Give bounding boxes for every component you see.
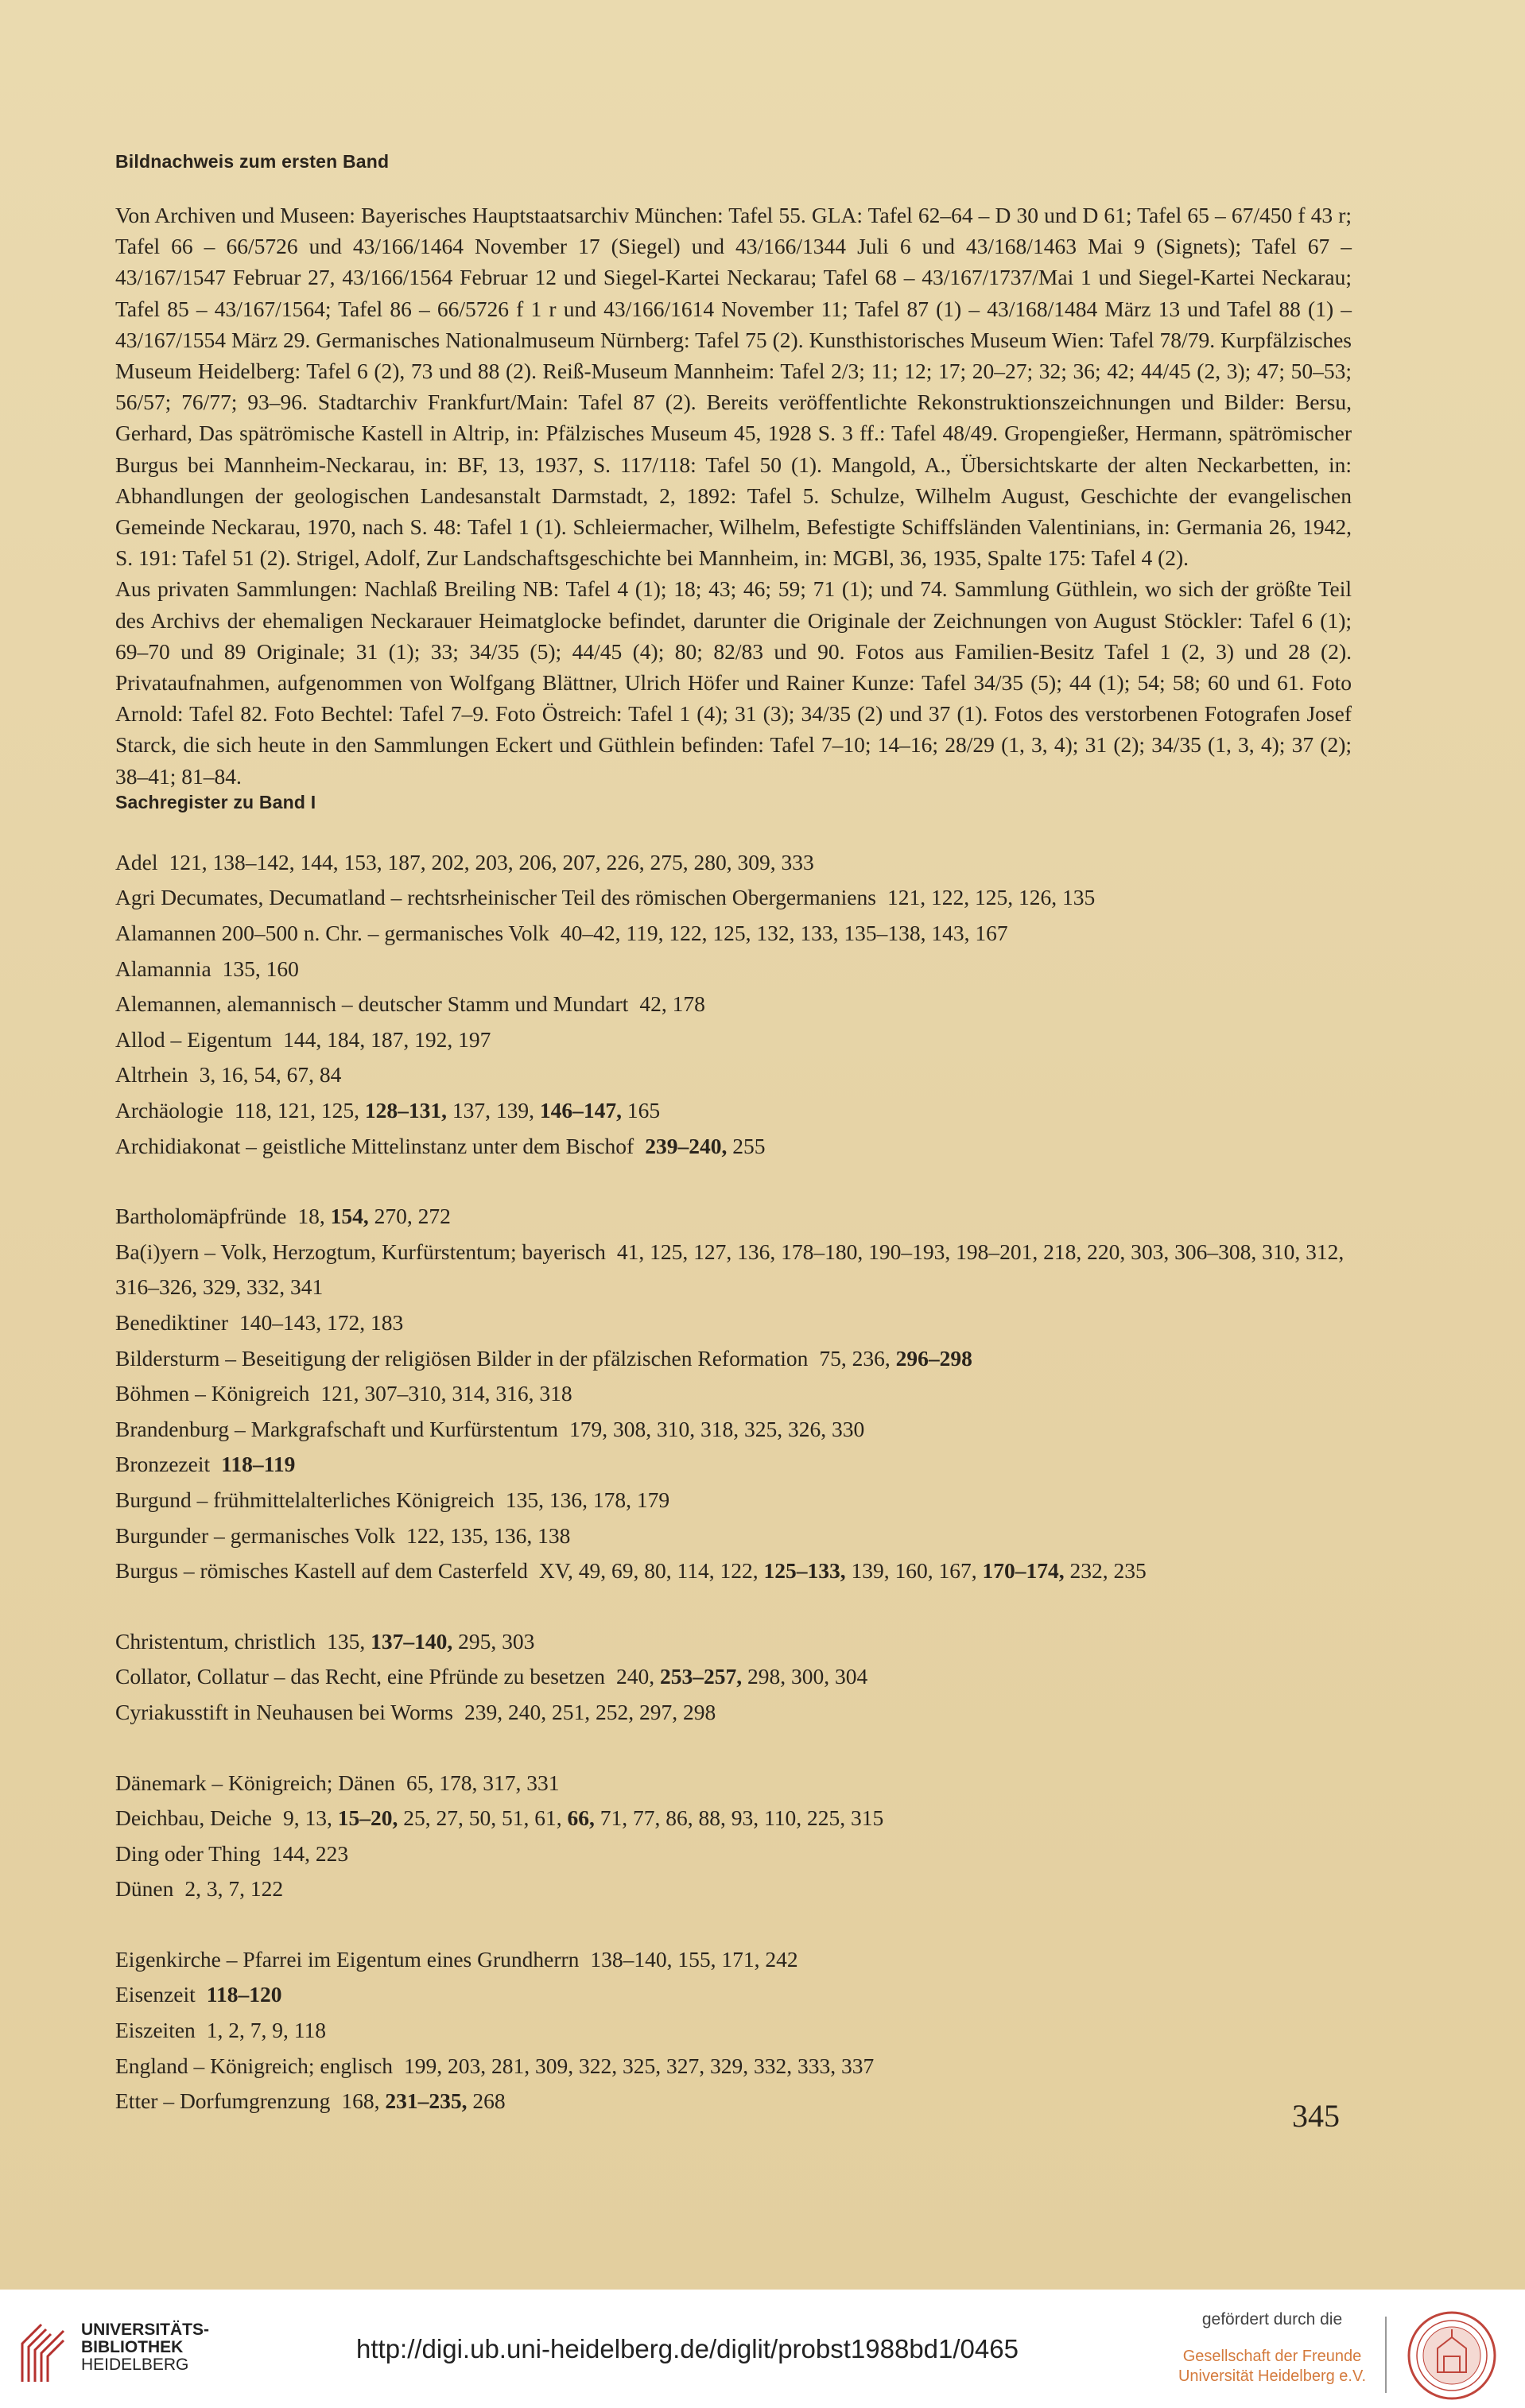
- register-entry: [115, 1553, 1352, 1589]
- register-term: Burgund – frühmittelalterliches Königreich: [115, 1487, 495, 1512]
- register-entry: [115, 916, 1352, 952]
- register-term: Bronzezeit: [115, 1452, 211, 1477]
- page-ref: 18,: [297, 1204, 331, 1229]
- register-page-refs: [569, 1417, 864, 1441]
- page-ref: 65, 178, 317, 331: [406, 1770, 560, 1795]
- register-term: Cyriakusstift in Neuhausen bei Worms: [115, 1699, 454, 1724]
- sponsor-block[interactable]: [1161, 2310, 1383, 2387]
- register-entry: [115, 1801, 1352, 1836]
- register-term: Christentum, christlich: [115, 1628, 316, 1654]
- library-name-line: UNIVERSITÄTS-: [81, 2321, 210, 2339]
- register-term: Böhmen – Königreich: [115, 1381, 310, 1406]
- register-term: Adel: [115, 849, 158, 874]
- register-page-refs: [283, 1805, 883, 1830]
- page-ref: 135,: [327, 1628, 371, 1654]
- register-entry: [115, 1412, 1352, 1448]
- register-term: Eiszeiten: [115, 2018, 196, 2043]
- register-entry: [115, 1483, 1352, 1518]
- page-ref: 139, 160, 167,: [845, 1558, 983, 1584]
- register-term: Archäologie: [115, 1098, 223, 1123]
- register-term: Brandenburg – Markgrafschaft und Kurfürstentum: [115, 1416, 558, 1441]
- permalink-url[interactable]: http://digi.ub.uni-heidelberg.de/diglit/probst1988bd1/0465: [356, 2334, 1019, 2363]
- credits-paragraph: Von Archiven und Museen: Bayerisches Hauptstaatsarchiv München: Tafel 55. GLA: Tafel 62–64 – D 30 und D 61; Tafel 65 – 67/450 f 43 r; Tafel 66 – 66/5726 und 43/166/1464 November 17 (Siegel) und 43/166/1344 Juli 6 und 43/168/1463 Mai 9 (Signets); Tafel 67 – 43/167/1547 Februar 27, 43/166/1564 Februar 12 und Siegel-Kartei Neckarau; Tafel 68 – 43/167/1737/Mai 1 und Siegel-Kartei Neckarau; Tafel 85 – 43/167/1564; Tafel 86 – 66/5726 f 1 r und 43/166/1614 November 11; Tafel 87 (1) – 43/168/1484 März 13 und Tafel 88 (1) – 43/167/1554 März 29. Germanisches Nationalmuseum Nürnberg: Tafel 75 (2). Kunsthistorisches Museum Wien: Tafel 78/79. Kurpfälzisches Museum Heidelberg: Tafel 6 (2), 73 und 88 (2). Reiß-Museum Mannheim: Tafel 2/3; 11; 12; 17; 20–27; 32; 36; 42; 44/45 (2, 3); 47; 50–53; 56/57; 76/77; 93–96. Stadtarchiv Frankfurt/Main: Tafel 87 (2). Bereits veröffentlichte Rekonstruktionszeichnungen und Bilder: Bersu, Gerhard, Das spätrömische Kastell in Altrip, in: Pfälzisches Museum 45, 1928 S. 3 ff.: Tafel 48/49. Gropengießer, Hermann, spätrömischer Burgus bei Mannheim-Neckarau, in: BF, 13, 1937, S. 117/118: Tafel 50 (1). Mangold, A., Übersichtskarte der alten Neckarbetten, in: Abhandlungen der geologischen Landesanstalt Darmstadt, 2, 1892: Tafel 5. Schulze, Wilhelm August, Geschichte der evangelischen Gemeinde Neckarau, 1970, nach S. 48: Tafel 1 (1). Schleiermacher, Wilhelm, Befestigte Schiffsländen Valentinians, in: Germania 26, 1942, S. 191: Tafel 51 (2). Strigel, Adolf, Zur Landschaftsgeschichte bei Mannheim, in: MGBl, 36, 1935, Spalte 175: Tafel 4 (2).: [115, 203, 1352, 571]
- page-ref: 121, 138–142, 144, 153, 187, 202, 203, 206, 207, 226, 275, 280, 309, 333: [169, 849, 814, 874]
- register-term: Ba(i)yern – Volk, Herzogtum, Kurfürstentum; bayerisch: [115, 1239, 606, 1264]
- page-ref: 295, 303: [452, 1628, 535, 1654]
- register-page-refs: [404, 2053, 874, 2078]
- page-ref: 255: [727, 1133, 766, 1158]
- page-ref: 135, 136, 178, 179: [505, 1487, 670, 1512]
- register-page-refs: [561, 921, 1008, 945]
- page-ref-main: 118–119: [221, 1452, 296, 1477]
- register-term: Archidiakonat – geistliche Mittelinstanz unter dem Bischof: [115, 1133, 634, 1158]
- register-group: [115, 1766, 1352, 1907]
- library-name-line: BIBLIOTHEK: [81, 2338, 184, 2356]
- page-ref: 168,: [341, 2088, 386, 2114]
- page-ref: 270, 272: [368, 1204, 451, 1229]
- page-ref: 232, 235: [1064, 1558, 1147, 1584]
- register-entry: [115, 1129, 1352, 1165]
- register-term: Alamannen 200–500 n. Chr. – germanisches Volk: [115, 921, 549, 946]
- register-entry: [115, 1624, 1352, 1660]
- page-ref: 144, 184, 187, 192, 197: [283, 1026, 491, 1052]
- register-page-refs: [327, 1629, 534, 1654]
- register-term: Altrhein: [115, 1062, 188, 1088]
- register-page-refs: [297, 1204, 451, 1228]
- page-ref: 2, 3, 7, 122: [184, 1876, 284, 1902]
- credits-text: [115, 200, 1352, 792]
- page-ref: 144, 223: [271, 1840, 349, 1866]
- page-ref: 268: [467, 2088, 506, 2114]
- register-term: England – Königreich; englisch: [115, 2053, 394, 2078]
- register-term: Bildersturm – Beseitigung der religiösen Bilder in der pfälzischen Reformation: [115, 1345, 809, 1371]
- sponsor-by-text: gefördert durch die: [1201, 2310, 1343, 2329]
- register-page-refs: [200, 1062, 342, 1087]
- page-ref-main: 231–235,: [385, 2088, 468, 2114]
- credits-paragraph: Aus privaten Sammlungen: Nachlaß Breiling NB: Tafel 4 (1); 18; 43; 46; 59; 71 (1); und 74. Sammlung Güthlein, wo sich der größte Teil des Archivs der ehemaligen Neckarauer Heimatglocke befindet, darunter die Originale der Zeichnungen von August Stöckler: Tafel 6 (1); 69–70 und 89 Originale; 31 (1); 33; 34/35 (5); 44/45 (4); 80; 82/83 und 90. Fotos aus Familien-Besitz Tafel 1 (2, 3) und 28 (2). Privataufnahmen, aufgenommen von Wolfgang Blättner, Ulrich Höfer und Rainer Kunze: Tafel 34/35 (5); 44 (1); 54; 58; 60 und 61. Foto Arnold: Tafel 82. Foto Bechtel: Tafel 7–9. Foto Östreich: Tafel 1 (4); 31 (3); 34/35 (2) und 37 (1). Fotos des verstorbenen Fotografen Josef Starck, die sich heute in den Sammlungen Eckert und Güthlein befinden: Tafel 7–10; 14–16; 28/29 (1, 3, 4); 31 (2); 34/35 (1, 3, 4); 37 (2); 38–41; 81–84.: [115, 576, 1352, 789]
- page-content: [115, 151, 1352, 2154]
- register-page-refs: [239, 1310, 403, 1335]
- register-entry: [115, 1766, 1352, 1801]
- register-term: Agri Decumates, Decumatland – rechtsrheinischer Teil des römischen Obergermaniens: [115, 885, 876, 910]
- page-ref-main: 125–133,: [763, 1558, 846, 1584]
- page-ref-main: 296–298: [895, 1345, 972, 1371]
- library-name-line: HEIDELBERG: [81, 2356, 189, 2374]
- register-entry: [115, 2049, 1352, 2084]
- page-ref-main: 170–174,: [982, 1558, 1065, 1584]
- register-page-refs: [645, 1134, 765, 1158]
- register-page-refs: [406, 1770, 560, 1795]
- register-entry: [115, 987, 1352, 1022]
- register-entry: [115, 1376, 1352, 1412]
- register-entry: [115, 1836, 1352, 1872]
- subject-register: [115, 845, 1352, 2119]
- register-page-refs: [506, 1487, 669, 1512]
- page-ref: 240,: [615, 1664, 660, 1689]
- register-term: Burgus – römisches Kastell auf dem Casterfeld: [115, 1558, 528, 1584]
- register-page-refs: [283, 1027, 491, 1052]
- register-page-refs: [590, 1947, 797, 1972]
- register-entry: [115, 1305, 1352, 1341]
- page-ref: 165: [622, 1098, 661, 1123]
- register-term: Eisenzeit: [115, 1982, 196, 2007]
- page-ref: 239, 240, 251, 252, 297, 298: [464, 1699, 716, 1724]
- page-ref: 140–143, 172, 183: [239, 1309, 404, 1335]
- page-ref: 121, 307–310, 314, 316, 318: [320, 1381, 572, 1406]
- page-ref: 199, 203, 281, 309, 322, 325, 327, 329, 332, 333, 337: [404, 2053, 875, 2078]
- register-page-refs: [406, 1523, 570, 1548]
- register-entry: [115, 1942, 1352, 1978]
- register-entry: [115, 1659, 1352, 1695]
- credits-heading: Bildnachweis zum ersten Band: [115, 151, 390, 172]
- footer-bar: [0, 2290, 1525, 2408]
- page-ref: 25, 27, 50, 51, 61,: [398, 1805, 568, 1831]
- sponsor-org-line: Gesellschaft der Freunde: [1182, 2348, 1362, 2365]
- register-term: Deichbau, Deiche: [115, 1805, 272, 1831]
- register-entry: [115, 2013, 1352, 2049]
- page-ref: 3, 16, 54, 67, 84: [199, 1062, 342, 1088]
- register-entry: [115, 845, 1352, 881]
- register-term: Allod – Eigentum: [115, 1026, 273, 1052]
- page-ref-main: 253–257,: [659, 1664, 743, 1689]
- page-ref-main: 239–240,: [645, 1133, 728, 1158]
- register-page-refs: [184, 1876, 283, 1901]
- page-ref: 298, 300, 304: [742, 1664, 868, 1689]
- page-ref: 1, 2, 7, 9, 118: [206, 2018, 327, 2043]
- page-ref: 121, 122, 125, 126, 135: [887, 885, 1096, 910]
- page-ref-main: 15–20,: [337, 1805, 398, 1831]
- register-entry: [115, 1235, 1352, 1305]
- register-term: Benediktiner: [115, 1309, 229, 1335]
- page-ref: 40–42, 119, 122, 125, 132, 133, 135–138, 143, 167: [560, 921, 1008, 946]
- register-term: Dünen: [115, 1876, 174, 1902]
- page-ref: 122, 135, 136, 138: [406, 1522, 571, 1548]
- register-entry: [115, 1695, 1352, 1731]
- page-ref: 118, 121, 125,: [234, 1098, 365, 1123]
- register-page-refs: [887, 885, 1095, 909]
- register-entry: [115, 1093, 1352, 1129]
- register-term: Burgunder – germanisches Volk: [115, 1522, 396, 1548]
- page-ref: 138–140, 155, 171, 242: [590, 1946, 798, 1972]
- register-group: [115, 845, 1352, 1164]
- page-ref: 42, 178: [639, 991, 705, 1017]
- register-page-refs: [616, 1664, 867, 1689]
- register-heading: Sachregister zu Band I: [115, 791, 316, 812]
- register-term: Bartholomäpfründe: [115, 1204, 287, 1229]
- page-ref: 71, 77, 86, 88, 93, 110, 225, 315: [594, 1805, 884, 1831]
- register-page-refs: [819, 1346, 972, 1371]
- page-ref-main: 146–147,: [539, 1098, 623, 1123]
- register-page-refs: [235, 1098, 660, 1123]
- page-ref-main: 118–120: [206, 1982, 282, 2007]
- register-page-refs: [320, 1381, 572, 1406]
- register-term: Alemannen, alemannisch – deutscher Stamm und Mundart: [115, 991, 629, 1017]
- register-entry: [115, 1199, 1352, 1235]
- register-page-refs: [207, 2018, 326, 2042]
- register-entry: [115, 952, 1352, 987]
- register-entry: [115, 2084, 1352, 2119]
- register-term: Ding oder Thing: [115, 1840, 261, 1866]
- register-page-refs: [539, 1558, 1147, 1583]
- register-entry: [115, 1022, 1352, 1058]
- register-entry: [115, 1977, 1352, 2013]
- library-name[interactable]: [81, 2321, 209, 2374]
- register-entry: [115, 1871, 1352, 1907]
- page-ref: XV, 49, 69, 80, 114, 122,: [538, 1558, 764, 1584]
- sponsor-org-line: Universität Heidelberg e.V.: [1178, 2367, 1367, 2385]
- register-page-refs: [639, 991, 705, 1016]
- ub-logo-icon[interactable]: [17, 2312, 68, 2388]
- register-page-refs: [221, 1452, 295, 1476]
- page-number: 345: [1292, 2098, 1340, 2134]
- register-term: Eigenkirche – Pfarrei im Eigentum eines Grundherrn: [115, 1946, 580, 1972]
- register-group: [115, 1624, 1352, 1731]
- page-ref: 179, 308, 310, 318, 325, 326, 330: [568, 1416, 865, 1441]
- register-page-refs: [464, 1700, 716, 1724]
- page-ref: 75, 236,: [819, 1345, 896, 1371]
- register-entry: [115, 1447, 1352, 1483]
- register-entry: [115, 1057, 1352, 1093]
- register-term: Alamannia: [115, 956, 211, 981]
- page-ref-main: 128–131,: [364, 1098, 448, 1123]
- register-entry: [115, 880, 1352, 916]
- register-entry: [115, 1518, 1352, 1554]
- sponsor-org-name: [1161, 2347, 1383, 2387]
- register-group: [115, 1942, 1352, 2119]
- register-term: Collator, Collatur – das Recht, eine Pfründe zu besetzen: [115, 1664, 605, 1689]
- register-page-refs: [207, 1982, 282, 2007]
- university-seal-icon[interactable]: [1403, 2309, 1501, 2402]
- register-entry: [115, 1341, 1352, 1377]
- page-ref-main: 154,: [330, 1204, 369, 1229]
- page-ref: 135, 160: [222, 956, 299, 981]
- page-ref: 41, 125, 127, 136, 178–180, 190–193, 198–201, 218, 220, 303, 306–308, 310, 312, 316–326, 329, 332, 341: [115, 1239, 1345, 1300]
- register-group: [115, 1199, 1352, 1589]
- page-ref-main: 66,: [567, 1805, 595, 1831]
- register-page-refs: [223, 956, 299, 981]
- footer-divider: [1385, 2317, 1387, 2393]
- page-ref: 9, 13,: [283, 1805, 338, 1831]
- register-term: Etter – Dorfumgrenzung: [115, 2088, 331, 2114]
- register-page-refs: [272, 1841, 348, 1866]
- page-ref-main: 137–140,: [371, 1628, 453, 1654]
- register-page-refs: [341, 2088, 505, 2113]
- register-page-refs: [169, 850, 813, 874]
- page-ref: 137, 139,: [447, 1098, 540, 1123]
- register-term: Dänemark – Königreich; Dänen: [115, 1770, 396, 1795]
